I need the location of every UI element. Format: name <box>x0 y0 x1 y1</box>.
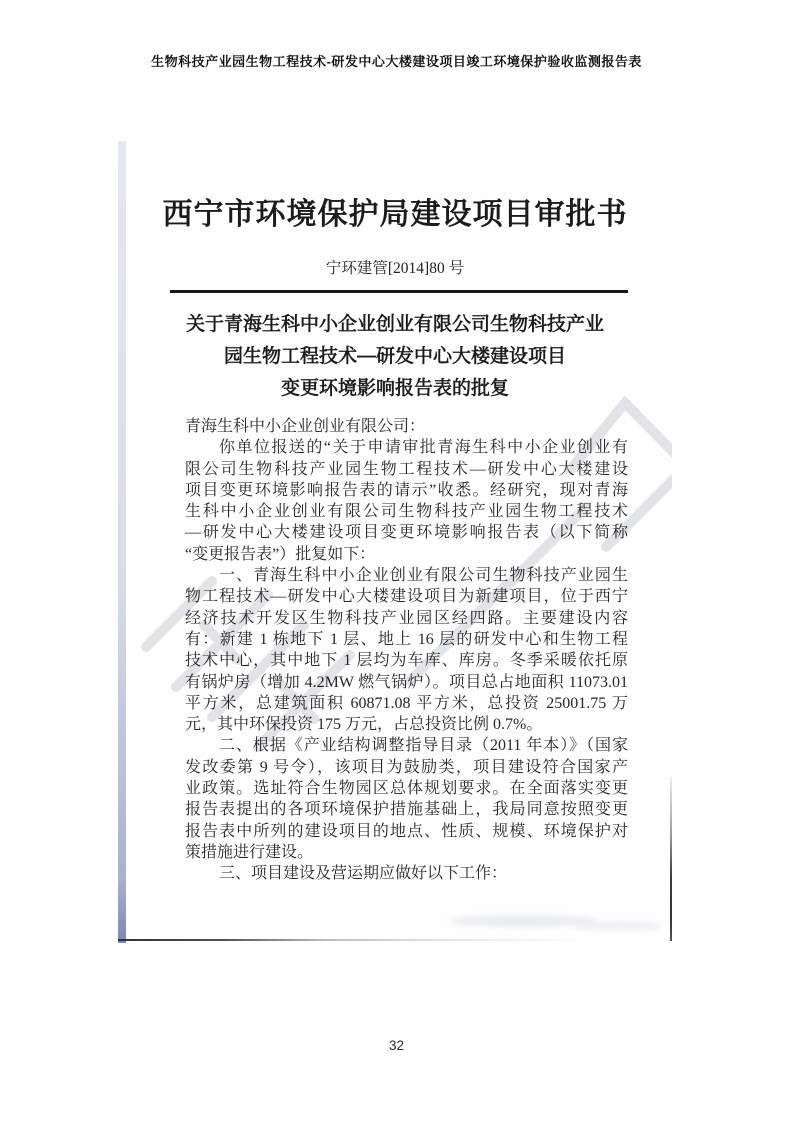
document-body <box>185 416 628 885</box>
body-line: 物工程技术—研发中心大楼建设项目为新建项目，位于西宁 <box>185 588 628 606</box>
page-number: 32 <box>388 1038 405 1053</box>
body-line: 你单位报送的“关于申请审批青海生科中小企业创业有 <box>219 439 628 457</box>
body-line: 有：新建 1 栋地下 1 层、地上 16 层的研发中心和生物工程 <box>185 630 628 648</box>
subject-line: 变更环境影响报告表的批复 <box>280 378 509 399</box>
body-line: 三、项目建设及营运期应做好以下工作： <box>219 865 508 883</box>
scan-right-edge-shadow <box>670 777 672 941</box>
body-line: 经济技术开发区生物科技产业园区经四路。主要建设内容 <box>185 609 628 627</box>
body-line: 平方米，总建筑面积 60871.08 平方米，总投资 25001.75 万 <box>185 694 628 712</box>
body-line: 发改委第 9 号令），该项目为鼓励类，项目建设符合国家产 <box>185 758 628 776</box>
body-line: 生科中小企业创业有限公司生物科技产业园生物工程技术 <box>185 503 628 521</box>
approval-document-title: 西宁市环境保护局建设项目审批书 <box>162 198 628 231</box>
body-line: 策措施进行建设。 <box>185 843 314 861</box>
body-line: 项目变更环境影响报告表的请示”收悉。经研究，现对青海 <box>185 481 628 499</box>
body-line: 报告表提出的各项环境保护措施基础上，我局同意按照变更 <box>185 801 628 819</box>
body-line: 元，其中环保投资 175 万元，占总投资比例 0.7%。 <box>185 716 543 734</box>
subject-line: 园生物工程技术—研发中心大楼建设项目 <box>223 346 566 367</box>
scan-smudge <box>573 921 663 931</box>
document-number: 宁环建管[2014]80 号 <box>325 260 465 277</box>
scan-bottom-edge-shadow <box>118 939 583 941</box>
body-line: 业政策。选址符合生物园区总体规划要求。在全面落实变更 <box>185 780 628 798</box>
body-line: 二、根据《产业结构调整指导目录（2011 年本）》（国家 <box>219 737 628 755</box>
body-line: 有锅炉房（增加 4.2MW 燃气锅炉）。项目总占地面积 11073.01 <box>185 673 628 691</box>
scanned-document-page <box>118 125 672 943</box>
subject-line: 关于青海生科中小企业创业有限公司生物科技产业 <box>185 314 604 335</box>
body-line: 限公司生物科技产业园生物工程技术—研发中心大楼建设 <box>185 460 628 478</box>
body-line: 技术中心，其中地下 1 层均为车库、库房。冬季采暖依托原 <box>185 652 628 670</box>
body-line: 青海生科中小企业创业有限公司： <box>185 418 426 435</box>
body-line: “变更报告表”）批复如下： <box>185 545 376 563</box>
header-divider-rule <box>170 290 628 293</box>
running-header-title: 生物科技产业园生物工程技术-研发中心大楼建设项目竣工环境保护验收监测报告表 <box>151 54 642 69</box>
document-subject <box>118 309 672 405</box>
body-line: 一、青海生科中小企业创业有限公司生物科技产业园生 <box>219 567 628 585</box>
body-line: 报告表中所列的建设项目的地点、性质、规模、环境保护对 <box>185 822 628 840</box>
body-line: —研发中心大楼建设项目变更环境影响报告表（以下简称 <box>185 524 628 542</box>
